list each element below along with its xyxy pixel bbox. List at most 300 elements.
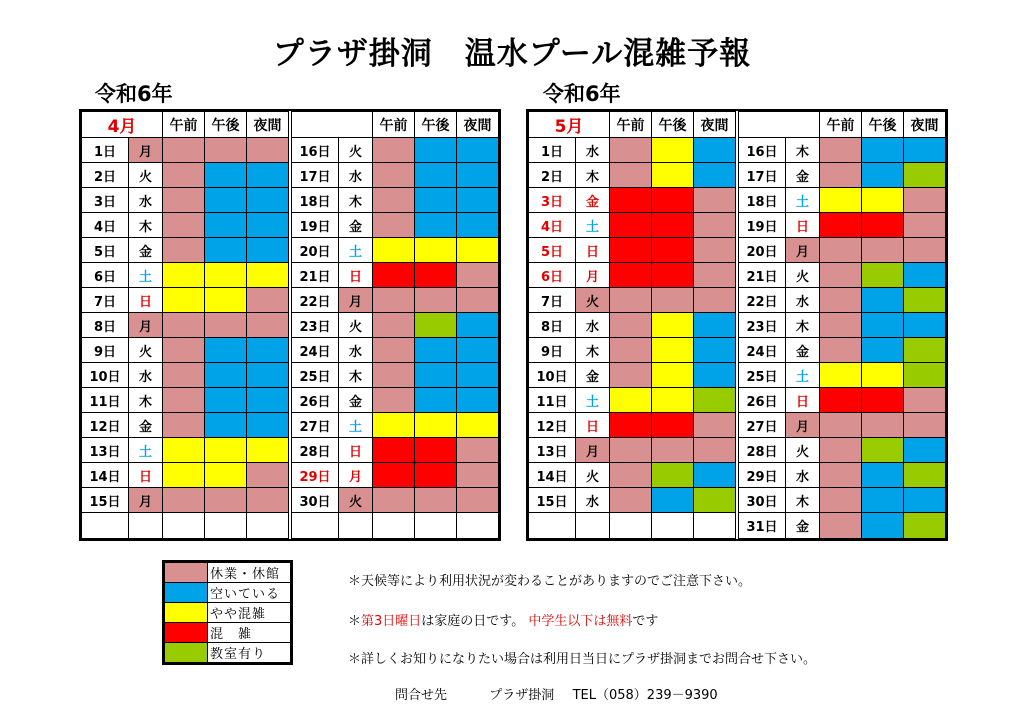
table-row — [529, 488, 946, 513]
status-afternoon-red — [652, 213, 694, 238]
day-cell: 9日 — [82, 338, 129, 363]
status-night-blue — [694, 138, 736, 163]
status-afternoon-blue — [205, 163, 247, 188]
status-morning-gray — [610, 138, 652, 163]
empty-cell — [129, 513, 163, 539]
header-afternoon: 午後 — [205, 112, 247, 138]
status-afternoon-gray — [205, 138, 247, 163]
day-cell: 11日 — [82, 388, 129, 413]
legend-swatch-gray — [165, 563, 208, 583]
weekday-cell: 水 — [339, 338, 373, 363]
empty-cell — [576, 513, 610, 539]
status-night-blue — [247, 338, 289, 363]
empty-cell — [247, 513, 289, 539]
status-morning-yellow — [610, 388, 652, 413]
day-cell: 30日 — [292, 488, 339, 513]
weekday-cell: 月 — [129, 138, 163, 163]
weekday-cell: 火 — [339, 488, 373, 513]
day-cell: 17日 — [739, 163, 786, 188]
table-row — [82, 313, 499, 338]
status-afternoon-blue — [415, 388, 457, 413]
status-afternoon-yellow — [415, 238, 457, 263]
empty-cell — [610, 513, 652, 539]
status-night-green — [904, 463, 946, 488]
status-afternoon-blue — [205, 363, 247, 388]
weekday-cell: 月 — [129, 313, 163, 338]
weekday-cell: 木 — [786, 488, 820, 513]
weekday-cell: 木 — [786, 313, 820, 338]
weekday-cell: 日 — [339, 263, 373, 288]
status-morning-gray — [610, 488, 652, 513]
weekday-cell: 月 — [129, 488, 163, 513]
table-row — [529, 188, 946, 213]
weekday-cell: 木 — [576, 163, 610, 188]
status-night-blue — [247, 188, 289, 213]
day-cell: 6日 — [529, 263, 576, 288]
day-cell: 24日 — [292, 338, 339, 363]
status-night-gray — [904, 238, 946, 263]
weekday-cell: 金 — [786, 338, 820, 363]
status-night-green — [904, 338, 946, 363]
empty-cell — [529, 513, 576, 539]
status-morning-yellow — [373, 238, 415, 263]
status-afternoon-blue — [862, 313, 904, 338]
day-cell: 21日 — [292, 263, 339, 288]
table-row — [82, 488, 499, 513]
weekday-cell: 水 — [339, 163, 373, 188]
table-row — [529, 238, 946, 263]
weekday-cell: 火 — [576, 288, 610, 313]
weekday-cell: 土 — [339, 238, 373, 263]
legend-label-yellow: やや混雑 — [208, 603, 291, 623]
status-morning-gray — [373, 163, 415, 188]
day-cell: 3日 — [82, 188, 129, 213]
day-cell: 25日 — [739, 363, 786, 388]
note-suffix: です — [632, 614, 659, 629]
day-cell: 17日 — [292, 163, 339, 188]
status-night-blue — [694, 163, 736, 188]
status-night-blue — [457, 338, 499, 363]
day-cell: 7日 — [82, 288, 129, 313]
table-row — [529, 288, 946, 313]
weekday-cell: 日 — [786, 388, 820, 413]
status-morning-gray — [373, 363, 415, 388]
day-cell: 15日 — [529, 488, 576, 513]
status-night-gray — [457, 288, 499, 313]
status-afternoon-blue — [415, 213, 457, 238]
status-morning-gray — [163, 363, 205, 388]
weekday-cell: 木 — [339, 363, 373, 388]
status-morning-gray — [610, 163, 652, 188]
status-morning-gray — [820, 138, 862, 163]
status-night-gray — [694, 263, 736, 288]
day-cell: 26日 — [292, 388, 339, 413]
legend-row — [165, 583, 291, 603]
legend-swatch-green — [165, 643, 208, 663]
day-cell: 4日 — [529, 213, 576, 238]
status-night-gray — [694, 413, 736, 438]
status-night-blue — [457, 363, 499, 388]
legend-row — [165, 563, 291, 583]
status-morning-gray — [820, 238, 862, 263]
status-afternoon-blue — [205, 338, 247, 363]
status-morning-gray — [163, 313, 205, 338]
weekday-cell: 日 — [129, 463, 163, 488]
status-afternoon-green — [652, 463, 694, 488]
status-afternoon-red — [415, 263, 457, 288]
weekday-cell: 日 — [576, 238, 610, 263]
table-row — [529, 463, 946, 488]
header-morning: 午前 — [610, 112, 652, 138]
status-night-gray — [694, 213, 736, 238]
status-night-green — [694, 488, 736, 513]
status-morning-yellow — [163, 463, 205, 488]
empty-cell — [339, 513, 373, 539]
status-morning-yellow — [163, 288, 205, 313]
status-morning-yellow — [163, 438, 205, 463]
status-afternoon-blue — [415, 163, 457, 188]
day-cell: 8日 — [82, 313, 129, 338]
day-cell: 19日 — [292, 213, 339, 238]
weekday-cell: 火 — [339, 313, 373, 338]
note-third-sunday: 第3日曜日 — [361, 614, 422, 629]
day-cell: 16日 — [292, 138, 339, 163]
page-title: プラザ掛洞 温水プール混雑予報 — [272, 36, 752, 72]
day-cell: 27日 — [292, 413, 339, 438]
day-cell: 10日 — [529, 363, 576, 388]
weekday-cell: 月 — [339, 463, 373, 488]
weekday-cell: 土 — [786, 363, 820, 388]
status-afternoon-red — [862, 388, 904, 413]
empty-cell — [205, 513, 247, 539]
day-cell: 26日 — [739, 388, 786, 413]
status-afternoon-red — [652, 188, 694, 213]
status-night-green — [904, 288, 946, 313]
status-night-gray — [247, 288, 289, 313]
weekday-cell: 金 — [339, 213, 373, 238]
status-morning-gray — [820, 463, 862, 488]
day-cell: 9日 — [529, 338, 576, 363]
status-night-gray — [457, 488, 499, 513]
status-morning-gray — [610, 363, 652, 388]
note-family-text: は家庭の日です。 — [421, 614, 525, 629]
empty-cell — [373, 513, 415, 539]
status-morning-yellow — [820, 363, 862, 388]
status-morning-gray — [163, 338, 205, 363]
day-cell: 2日 — [529, 163, 576, 188]
table-row — [82, 188, 499, 213]
status-night-blue — [904, 488, 946, 513]
empty-cell — [415, 513, 457, 539]
weekday-cell: 木 — [129, 213, 163, 238]
day-cell: 16日 — [739, 138, 786, 163]
weekday-cell: 水 — [576, 488, 610, 513]
status-morning-red — [610, 413, 652, 438]
header-blank — [739, 112, 820, 138]
april-calendar — [79, 109, 501, 541]
weekday-cell: 土 — [339, 413, 373, 438]
status-morning-red — [820, 213, 862, 238]
status-night-gray — [904, 213, 946, 238]
status-morning-gray — [820, 413, 862, 438]
table-row — [529, 513, 946, 539]
weekday-cell: 金 — [786, 163, 820, 188]
status-night-blue — [457, 163, 499, 188]
empty-cell — [292, 513, 339, 539]
status-morning-gray — [373, 213, 415, 238]
may-calendar — [526, 109, 948, 541]
weekday-cell: 土 — [129, 438, 163, 463]
weekday-cell: 土 — [129, 263, 163, 288]
status-afternoon-blue — [862, 288, 904, 313]
status-afternoon-red — [415, 463, 457, 488]
weekday-cell: 日 — [339, 438, 373, 463]
status-night-blue — [694, 313, 736, 338]
status-morning-red — [610, 263, 652, 288]
empty-cell — [652, 513, 694, 539]
day-cell: 15日 — [82, 488, 129, 513]
day-cell: 10日 — [82, 363, 129, 388]
weekday-cell: 日 — [786, 213, 820, 238]
status-afternoon-blue — [862, 463, 904, 488]
status-night-blue — [457, 213, 499, 238]
status-night-gray — [694, 288, 736, 313]
status-morning-gray — [820, 263, 862, 288]
status-night-yellow — [247, 263, 289, 288]
weekday-cell: 金 — [129, 238, 163, 263]
empty-cell — [457, 513, 499, 539]
header-morning: 午前 — [820, 112, 862, 138]
status-night-blue — [904, 263, 946, 288]
status-morning-gray — [373, 388, 415, 413]
legend-label-red: 混 雑 — [208, 623, 291, 643]
table-row — [82, 513, 499, 539]
status-morning-red — [373, 438, 415, 463]
status-afternoon-blue — [205, 238, 247, 263]
day-cell: 6日 — [82, 263, 129, 288]
legend-label-blue: 空いている — [208, 583, 291, 603]
status-night-blue — [904, 138, 946, 163]
table-row — [82, 338, 499, 363]
weekday-cell: 火 — [786, 263, 820, 288]
status-afternoon-yellow — [652, 163, 694, 188]
day-cell: 28日 — [292, 438, 339, 463]
note-inquiry: ＊詳しくお知りになりたい場合は利用日当日にプラザ掛洞までお問合せ下さい。 — [348, 652, 817, 667]
status-night-yellow — [457, 238, 499, 263]
legend-swatch-red — [165, 623, 208, 643]
day-cell: 12日 — [82, 413, 129, 438]
status-night-gray — [247, 313, 289, 338]
status-morning-gray — [163, 138, 205, 163]
status-night-blue — [247, 238, 289, 263]
month-label: 4月 — [82, 112, 163, 138]
weekday-cell: 金 — [576, 188, 610, 213]
weekday-cell: 日 — [576, 413, 610, 438]
header-morning: 午前 — [163, 112, 205, 138]
contact-label: 問合せ先 — [395, 688, 448, 703]
status-night-blue — [247, 413, 289, 438]
table-row — [529, 363, 946, 388]
header-night: 夜間 — [694, 112, 736, 138]
table-row — [82, 213, 499, 238]
table-row — [529, 413, 946, 438]
weekday-cell: 火 — [129, 163, 163, 188]
status-night-green — [904, 513, 946, 539]
table-row — [529, 263, 946, 288]
status-night-blue — [904, 438, 946, 463]
header-night: 夜間 — [247, 112, 289, 138]
day-cell: 18日 — [292, 188, 339, 213]
table-row — [82, 238, 499, 263]
year-label-may: 令和6年 — [543, 82, 621, 106]
status-morning-gray — [373, 338, 415, 363]
weekday-cell: 火 — [129, 338, 163, 363]
status-morning-gray — [163, 238, 205, 263]
day-cell: 20日 — [292, 238, 339, 263]
status-morning-gray — [373, 313, 415, 338]
status-morning-gray — [373, 488, 415, 513]
status-afternoon-yellow — [205, 263, 247, 288]
header-blank — [292, 112, 373, 138]
status-afternoon-gray — [652, 288, 694, 313]
status-morning-gray — [610, 463, 652, 488]
status-afternoon-gray — [415, 288, 457, 313]
legend-row — [165, 623, 291, 643]
status-morning-gray — [610, 338, 652, 363]
table-row — [82, 438, 499, 463]
status-night-blue — [694, 363, 736, 388]
status-afternoon-blue — [862, 338, 904, 363]
status-afternoon-yellow — [652, 363, 694, 388]
status-morning-gray — [820, 488, 862, 513]
status-morning-gray — [820, 288, 862, 313]
status-afternoon-blue — [415, 138, 457, 163]
status-afternoon-yellow — [205, 463, 247, 488]
status-afternoon-gray — [205, 488, 247, 513]
status-night-blue — [457, 138, 499, 163]
header-night: 夜間 — [904, 112, 946, 138]
table-row — [529, 138, 946, 163]
header-afternoon: 午後 — [862, 112, 904, 138]
status-afternoon-gray — [652, 438, 694, 463]
status-afternoon-blue — [415, 188, 457, 213]
day-cell: 3日 — [529, 188, 576, 213]
status-afternoon-red — [652, 238, 694, 263]
day-cell: 11日 — [529, 388, 576, 413]
weekday-cell: 金 — [786, 513, 820, 539]
status-morning-red — [820, 388, 862, 413]
status-morning-red — [373, 463, 415, 488]
day-cell: 14日 — [82, 463, 129, 488]
legend-swatch-blue — [165, 583, 208, 603]
contact-tel[interactable]: TEL（058）239－9390 — [572, 688, 718, 703]
status-morning-yellow — [163, 263, 205, 288]
status-night-blue — [247, 363, 289, 388]
status-morning-gray — [610, 288, 652, 313]
weekday-cell: 水 — [576, 313, 610, 338]
contact-info — [395, 684, 718, 703]
table-row — [82, 138, 499, 163]
legend — [162, 560, 293, 665]
status-afternoon-blue — [862, 138, 904, 163]
status-afternoon-red — [415, 438, 457, 463]
status-night-blue — [457, 188, 499, 213]
weekday-cell: 月 — [786, 413, 820, 438]
header-morning: 午前 — [373, 112, 415, 138]
empty-cell — [163, 513, 205, 539]
day-cell: 19日 — [739, 213, 786, 238]
status-morning-yellow — [373, 413, 415, 438]
weekday-cell: 金 — [576, 363, 610, 388]
weekday-cell: 木 — [786, 138, 820, 163]
status-afternoon-gray — [862, 238, 904, 263]
legend-label-green: 教室有り — [208, 643, 291, 663]
day-cell: 22日 — [739, 288, 786, 313]
status-afternoon-blue — [652, 488, 694, 513]
status-afternoon-blue — [205, 413, 247, 438]
empty-cell — [82, 513, 129, 539]
status-night-gray — [247, 488, 289, 513]
status-morning-red — [373, 263, 415, 288]
status-afternoon-blue — [205, 213, 247, 238]
status-night-blue — [247, 163, 289, 188]
status-afternoon-blue — [862, 488, 904, 513]
weekday-cell: 水 — [129, 363, 163, 388]
status-morning-gray — [820, 338, 862, 363]
day-cell: 22日 — [292, 288, 339, 313]
status-night-green — [904, 363, 946, 388]
weekday-cell: 水 — [786, 288, 820, 313]
status-night-gray — [457, 438, 499, 463]
table-row — [82, 288, 499, 313]
status-afternoon-blue — [862, 163, 904, 188]
day-cell: 2日 — [82, 163, 129, 188]
status-afternoon-yellow — [862, 363, 904, 388]
table-row — [82, 463, 499, 488]
status-morning-red — [610, 213, 652, 238]
day-cell: 14日 — [529, 463, 576, 488]
table-row — [82, 163, 499, 188]
day-cell: 1日 — [529, 138, 576, 163]
status-afternoon-yellow — [652, 138, 694, 163]
status-afternoon-red — [862, 213, 904, 238]
status-afternoon-yellow — [652, 338, 694, 363]
status-morning-gray — [373, 288, 415, 313]
weekday-cell: 月 — [786, 238, 820, 263]
weekday-cell: 木 — [576, 338, 610, 363]
weekday-cell: 月 — [339, 288, 373, 313]
weekday-cell: 土 — [786, 188, 820, 213]
status-night-gray — [694, 238, 736, 263]
status-afternoon-yellow — [652, 313, 694, 338]
status-night-blue — [694, 463, 736, 488]
header-afternoon: 午後 — [415, 112, 457, 138]
status-afternoon-blue — [415, 338, 457, 363]
status-night-blue — [694, 338, 736, 363]
status-afternoon-gray — [415, 488, 457, 513]
weekday-cell: 火 — [576, 463, 610, 488]
status-afternoon-yellow — [862, 188, 904, 213]
status-afternoon-blue — [415, 363, 457, 388]
day-cell: 28日 — [739, 438, 786, 463]
weekday-cell: 火 — [339, 138, 373, 163]
status-afternoon-yellow — [652, 388, 694, 413]
day-cell: 5日 — [529, 238, 576, 263]
status-afternoon-red — [652, 413, 694, 438]
note-family-day — [348, 610, 658, 629]
status-afternoon-blue — [205, 388, 247, 413]
status-morning-gray — [163, 388, 205, 413]
